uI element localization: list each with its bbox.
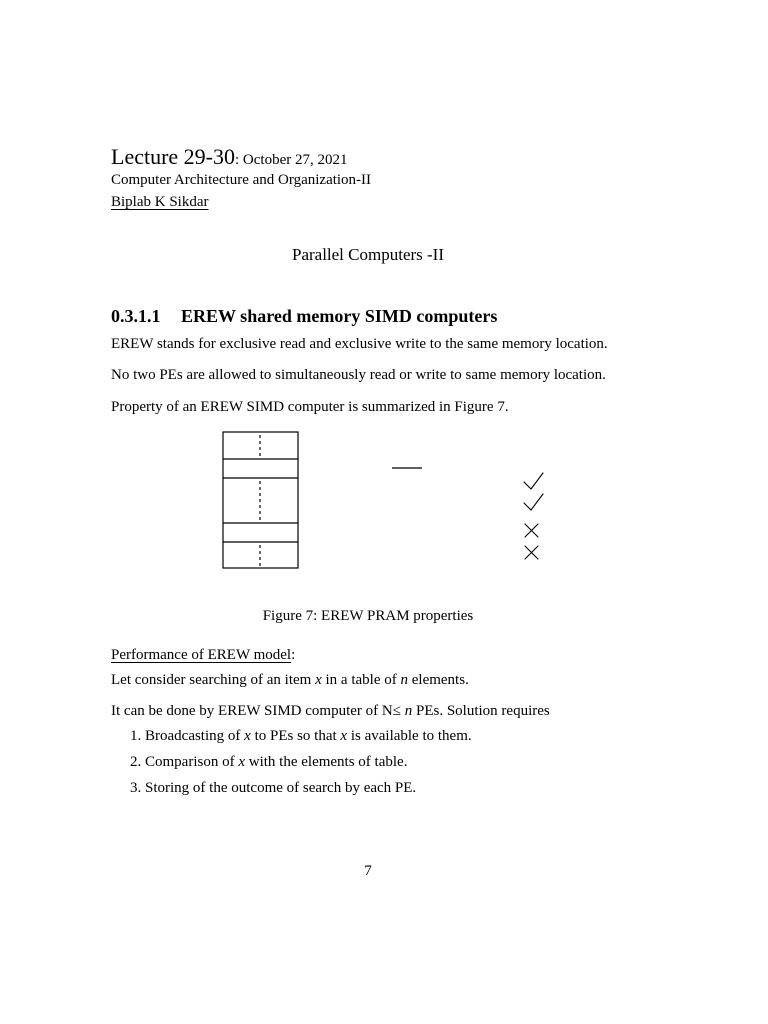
section-title: EREW shared memory SIMD computers xyxy=(181,306,498,326)
list-item: 2. Comparison of x with the elements of table. xyxy=(130,754,408,770)
math-var-x: x xyxy=(238,754,245,770)
section-number: 0.3.1.1 xyxy=(111,306,161,326)
lecture-date: : October 27, 2021 xyxy=(235,152,348,168)
performance-heading-text: Performance of EREW model xyxy=(111,647,292,663)
math-var-n: n xyxy=(404,703,413,719)
math-var-x: x xyxy=(340,728,348,744)
page-number: 7 xyxy=(364,863,372,879)
list-item: 3. Storing of the outcome of search by each PE. xyxy=(130,780,417,796)
math-var-n: n xyxy=(400,672,408,688)
performance-heading-colon: : xyxy=(291,647,296,663)
property-marks xyxy=(524,473,543,559)
memory-block-diagram xyxy=(223,432,298,568)
chapter-title: Parallel Computers -II xyxy=(291,245,444,264)
leq-symbol: ≤ xyxy=(392,703,405,719)
paragraph-search-problem: Let consider searching of an item x in a table of n elements. xyxy=(111,672,469,688)
paragraph-solution: It can be done by EREW SIMD computer of N≤ n PEs. Solution requires xyxy=(111,703,550,719)
paragraph-erew-definition: EREW stands for exclusive read and exclusive write to the same memory location. xyxy=(111,336,608,352)
author-name: Biplab K Sikdar xyxy=(111,194,209,210)
cross-icon xyxy=(525,524,538,537)
course-name: Computer Architecture and Organization-II xyxy=(111,172,372,188)
performance-heading xyxy=(111,646,295,664)
list-item: 1. Broadcasting of x to PEs so that x is available to them. xyxy=(130,728,472,744)
check-icon xyxy=(524,473,543,489)
paragraph-no-simultaneous-access: No two PEs are allowed to simultaneously read or write to same memory location. xyxy=(111,367,606,383)
figure-caption: Figure 7: EREW PRAM properties xyxy=(262,608,474,624)
math-var-x: x xyxy=(244,728,251,744)
math-var-x: x xyxy=(315,672,322,688)
paragraph-figure-reference: Property of an EREW SIMD computer is summarized in Figure 7. xyxy=(111,399,509,415)
lecture-number: Lecture 29-30 xyxy=(111,144,235,169)
check-icon xyxy=(524,494,543,510)
cross-icon xyxy=(525,546,538,559)
